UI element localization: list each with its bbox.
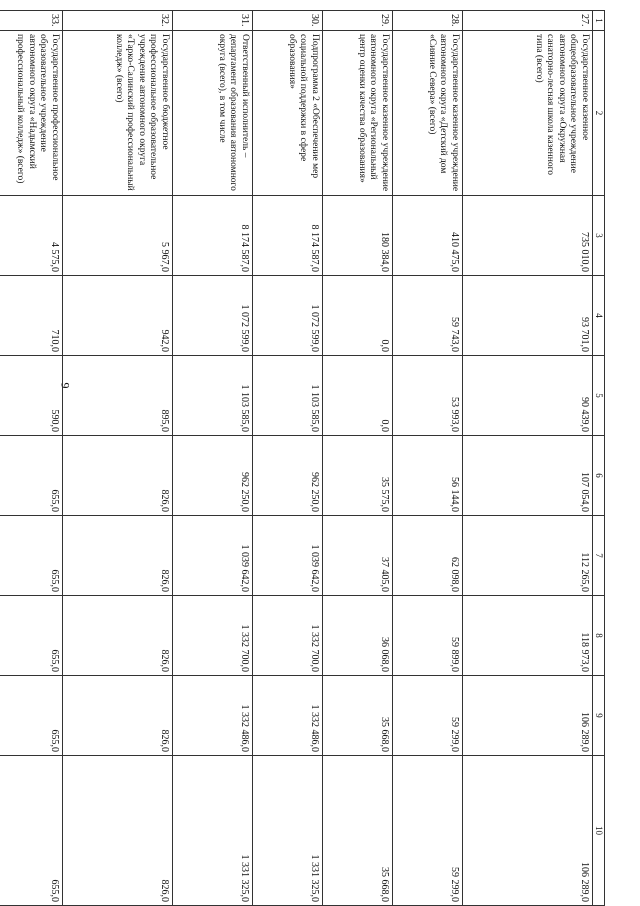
- value-cell: 735 010,0: [463, 196, 593, 276]
- table-row: [63, 11, 173, 906]
- value-cell: 5 967,0: [63, 196, 173, 276]
- row-number-cell: 33.: [0, 11, 63, 31]
- column-header: 2: [593, 31, 605, 196]
- value-cell: 59 743,0: [393, 276, 463, 356]
- row-number-cell: 28.: [393, 11, 463, 31]
- column-header: 1: [593, 11, 605, 31]
- value-cell: 62 098,0: [393, 516, 463, 596]
- header-row: [593, 11, 605, 906]
- value-cell: 106 289,0: [463, 676, 593, 756]
- value-cell: 35 575,0: [323, 436, 393, 516]
- value-cell: 1 331 325,0: [253, 756, 323, 906]
- value-cell: 8 174 587,0: [253, 196, 323, 276]
- table-row: [173, 11, 253, 906]
- row-name-cell: Государственное профессиональное образовательное учреждение автономного округа «Надымский профессиональный колледж» (всего): [0, 31, 63, 196]
- column-header: 7: [593, 516, 605, 596]
- row-name-cell: Государственное казенное учреждение автономного округа «Детский дом «Сияние Севера» (всего): [393, 31, 463, 196]
- value-cell: 826,0: [63, 676, 173, 756]
- table-row: [393, 11, 463, 906]
- row-number-cell: 30.: [253, 11, 323, 31]
- value-cell: 180 384,0: [323, 196, 393, 276]
- value-cell: 655,0: [0, 596, 63, 676]
- row-name-cell: Государственное казенное общеобразовательное учреждение автономного округа «Окружная санаторно-лесная школа казенного типа (всего): [463, 31, 593, 196]
- value-cell: 962 250,0: [253, 436, 323, 516]
- value-cell: 1 072 599,0: [253, 276, 323, 356]
- value-cell: 4 575,0: [0, 196, 63, 276]
- column-header: 8: [593, 596, 605, 676]
- value-cell: 59 299,0: [393, 756, 463, 906]
- value-cell: 1 332 486,0: [173, 676, 253, 756]
- value-cell: 1 039 642,0: [253, 516, 323, 596]
- column-header: 6: [593, 436, 605, 516]
- value-cell: 59 899,0: [393, 596, 463, 676]
- value-cell: 1 332 486,0: [253, 676, 323, 756]
- row-number-cell: 27.: [463, 11, 593, 31]
- column-header: 10: [593, 756, 605, 906]
- table-row: [0, 11, 63, 906]
- column-header: 3: [593, 196, 605, 276]
- column-header: 9: [593, 676, 605, 756]
- rotated-table-container: [15, 10, 605, 905]
- table-sheet: [15, 10, 605, 905]
- value-cell: 826,0: [63, 596, 173, 676]
- value-cell: 36 068,0: [323, 596, 393, 676]
- value-cell: 895,0: [63, 356, 173, 436]
- value-cell: 53 993,0: [393, 356, 463, 436]
- row-number-cell: 32.: [63, 11, 173, 31]
- row-number-cell: 29.: [323, 11, 393, 31]
- value-cell: 826,0: [63, 516, 173, 596]
- value-cell: 35 668,0: [323, 756, 393, 906]
- table-row: [253, 11, 323, 906]
- value-cell: 826,0: [63, 756, 173, 906]
- value-cell: 1 332 700,0: [173, 596, 253, 676]
- row-name-cell: Ответственный исполнитель – департамент образования автономного округа (всего), в том числе: [173, 31, 253, 196]
- value-cell: 655,0: [0, 516, 63, 596]
- value-cell: 1 103 585,0: [253, 356, 323, 436]
- row-name-cell: Государственное казенное учреждение автономного округа «Региональный центр оценки качества образования»: [323, 31, 393, 196]
- value-cell: 37 405,0: [323, 516, 393, 596]
- column-header: 4: [593, 276, 605, 356]
- value-cell: 59 299,0: [393, 676, 463, 756]
- row-number-cell: 31.: [173, 11, 253, 31]
- value-cell: 962 250,0: [173, 436, 253, 516]
- value-cell: 942,0: [63, 276, 173, 356]
- value-cell: 1 072 599,0: [173, 276, 253, 356]
- value-cell: 710,0: [0, 276, 63, 356]
- value-cell: 410 475,0: [393, 196, 463, 276]
- value-cell: 0,0: [323, 356, 393, 436]
- value-cell: 1 332 700,0: [253, 596, 323, 676]
- row-name-cell: Государственное бюджетное профессиональное образовательное учреждение автономного округа «Тарко-Салинский профессиональный колледж» (всего): [63, 31, 173, 196]
- value-cell: 655,0: [0, 676, 63, 756]
- value-cell: 8 174 587,0: [173, 196, 253, 276]
- budget-table: [0, 10, 605, 906]
- value-cell: 118 973,0: [463, 596, 593, 676]
- value-cell: 35 668,0: [323, 676, 393, 756]
- value-cell: 112 265,0: [463, 516, 593, 596]
- value-cell: 56 144,0: [393, 436, 463, 516]
- page-number: 9: [58, 382, 73, 389]
- value-cell: 1 039 642,0: [173, 516, 253, 596]
- table-row: [323, 11, 393, 906]
- value-cell: 655,0: [0, 436, 63, 516]
- value-cell: 1 103 585,0: [173, 356, 253, 436]
- column-header: 5: [593, 356, 605, 436]
- value-cell: 590,0: [0, 356, 63, 436]
- value-cell: 93 701,0: [463, 276, 593, 356]
- value-cell: 0,0: [323, 276, 393, 356]
- value-cell: 826,0: [63, 436, 173, 516]
- table-row: [463, 11, 593, 906]
- table-body: [0, 11, 593, 906]
- value-cell: 1 331 325,0: [173, 756, 253, 906]
- value-cell: 107 054,0: [463, 436, 593, 516]
- value-cell: 106 289,0: [463, 756, 593, 906]
- value-cell: 90 439,0: [463, 356, 593, 436]
- row-name-cell: Подпрограмма 2 «Обеспечение мер социальной поддержки в сфере образования»: [253, 31, 323, 196]
- value-cell: 655,0: [0, 756, 63, 906]
